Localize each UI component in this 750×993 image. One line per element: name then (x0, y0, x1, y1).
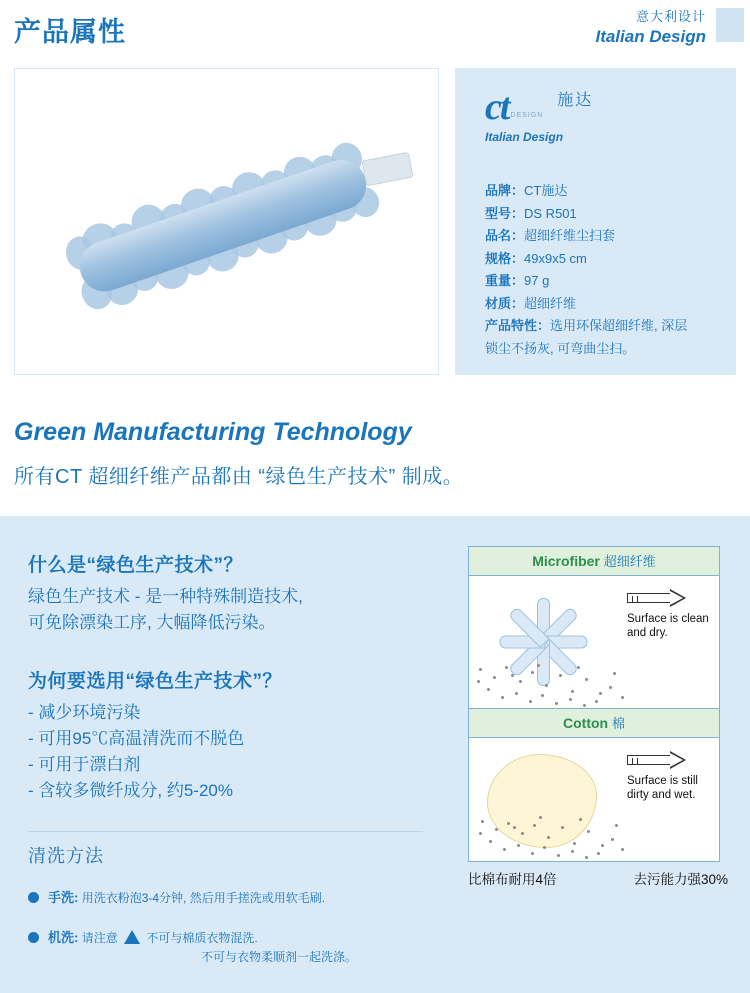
comparison-diagram (468, 546, 720, 862)
q1-line-1: 绿色生产技术 - 是一种特殊制造技术, (28, 587, 303, 606)
feature-line-2: 锁尘不扬灰, 可弯曲尘扫。 (485, 340, 636, 356)
header-color-swatch (716, 8, 744, 42)
wash-hand-label: 手洗: (48, 890, 79, 905)
q1-line-2: 可免除漂染工序, 大幅降低污染。 (28, 613, 276, 632)
question-body-what (28, 584, 303, 636)
q2-line-3: - 可用于漂白剂 (28, 755, 141, 774)
page-title: 产品属性 (14, 17, 126, 47)
microfiber-title-en: Microfiber (532, 553, 600, 569)
caption-durability: 比棉布耐用4倍 (468, 872, 557, 887)
bullet-icon (28, 932, 39, 943)
brand-name-cn: 施达 (557, 92, 594, 109)
microfiber-note-text: Surface is clean and dry. (627, 613, 709, 639)
product-image (14, 68, 439, 375)
arrow-icon (627, 590, 693, 606)
cotton-card-title (469, 709, 719, 738)
spec-list (485, 180, 721, 360)
spec-value: 超细纤维尘扫套 (524, 228, 616, 243)
wash-item-machine (28, 928, 258, 948)
cotton-title-cn: 棉 (611, 716, 625, 731)
question-title-what: 什么是“绿色生产技术”？ (28, 555, 244, 576)
q2-line-1: - 减少环境污染 (28, 703, 141, 722)
spec-value: DS R501 (524, 205, 577, 221)
brand-trademark: DESIGN (510, 112, 544, 119)
spec-row (485, 203, 721, 226)
q2-line-2: - 可用95℃高温清洗而不脱色 (28, 729, 245, 748)
bullet-icon (28, 892, 39, 903)
spec-key: 重量： (485, 273, 525, 288)
green-tech-panel (0, 516, 750, 993)
warning-icon (124, 930, 140, 944)
cotton-note-text: Surface is still dirty and wet. (627, 775, 698, 801)
spec-value: CT施达 (524, 183, 568, 198)
wash-item-hand (28, 888, 325, 908)
wash-machine-text-2: 不可与棉质衣物混洗. (146, 931, 258, 945)
feature-key: 产品特性： (485, 318, 551, 333)
brand-block (485, 86, 715, 144)
spec-value: 97 g (524, 273, 550, 288)
microfiber-note (627, 590, 713, 640)
spec-key: 型号： (485, 205, 525, 221)
spec-key: 品名： (485, 228, 525, 243)
q2-line-4: - 含较多微纤成分, 约5-20% (28, 781, 233, 800)
green-tech-subtitle: 所有CT 超细纤维产品都由 “绿色生产技术” 制成。 (14, 466, 464, 488)
duster-handle (361, 152, 413, 187)
wash-hand-text: 用洗衣粉泡3-4分钟, 然后用手搓洗或用软毛刷. (81, 891, 326, 905)
cotton-card (468, 708, 720, 862)
spec-row (485, 225, 721, 248)
spec-row (485, 270, 721, 293)
product-info (455, 68, 736, 375)
page-header (0, 0, 750, 58)
brand-slogan-en: Italian Design (485, 130, 564, 144)
spec-key: 材质： (485, 295, 525, 311)
microfiber-card-title (469, 547, 719, 576)
header-tagline-en: Italian Design (595, 27, 706, 46)
question-body-why (28, 700, 282, 804)
spec-value: 超细纤维 (524, 295, 577, 311)
wash-machine-subtext: 不可与衣物柔顺剂一起洗涤。 (201, 950, 358, 964)
dust-particles (475, 816, 625, 860)
brand-logo-icon: ct (485, 86, 509, 128)
microfiber-card (468, 546, 720, 709)
spec-value: 49x9x5 cm (524, 250, 587, 266)
spec-key: 规格： (485, 250, 525, 266)
cotton-title-en: Cotton (563, 715, 609, 731)
product-panel (14, 68, 736, 375)
microfiber-title-cn: 超细纤维 (603, 554, 656, 569)
header-tagline-cn: 意大利设计 (635, 9, 706, 24)
feature-line-1: 选用环保超细纤维, 深层 (550, 318, 688, 333)
wash-machine-label: 机洗: (48, 930, 79, 945)
wash-machine-text: 请注意 (81, 931, 118, 945)
caption-cleaning-power: 去污能力强30% (633, 872, 728, 887)
product-feature (485, 315, 721, 360)
question-block-why (28, 666, 282, 804)
divider (28, 831, 423, 832)
spec-row (485, 180, 721, 203)
spec-key: 品牌： (485, 183, 525, 198)
microfiber-card-body (469, 576, 719, 708)
header-tagline (595, 6, 706, 47)
wash-instructions-title: 清洗方法 (28, 846, 104, 866)
arrow-icon (627, 752, 693, 768)
spec-row (485, 293, 721, 316)
question-block-what (28, 550, 303, 636)
duster-illustration (58, 130, 399, 321)
spec-row (485, 248, 721, 271)
comparison-caption (468, 868, 728, 888)
question-title-why: 为何要选用“绿色生产技术”？ (28, 671, 283, 692)
cotton-note (627, 752, 713, 802)
cotton-card-body (469, 738, 719, 861)
green-tech-title: Green Manufacturing Technology (14, 418, 412, 446)
dust-particles (475, 662, 625, 708)
